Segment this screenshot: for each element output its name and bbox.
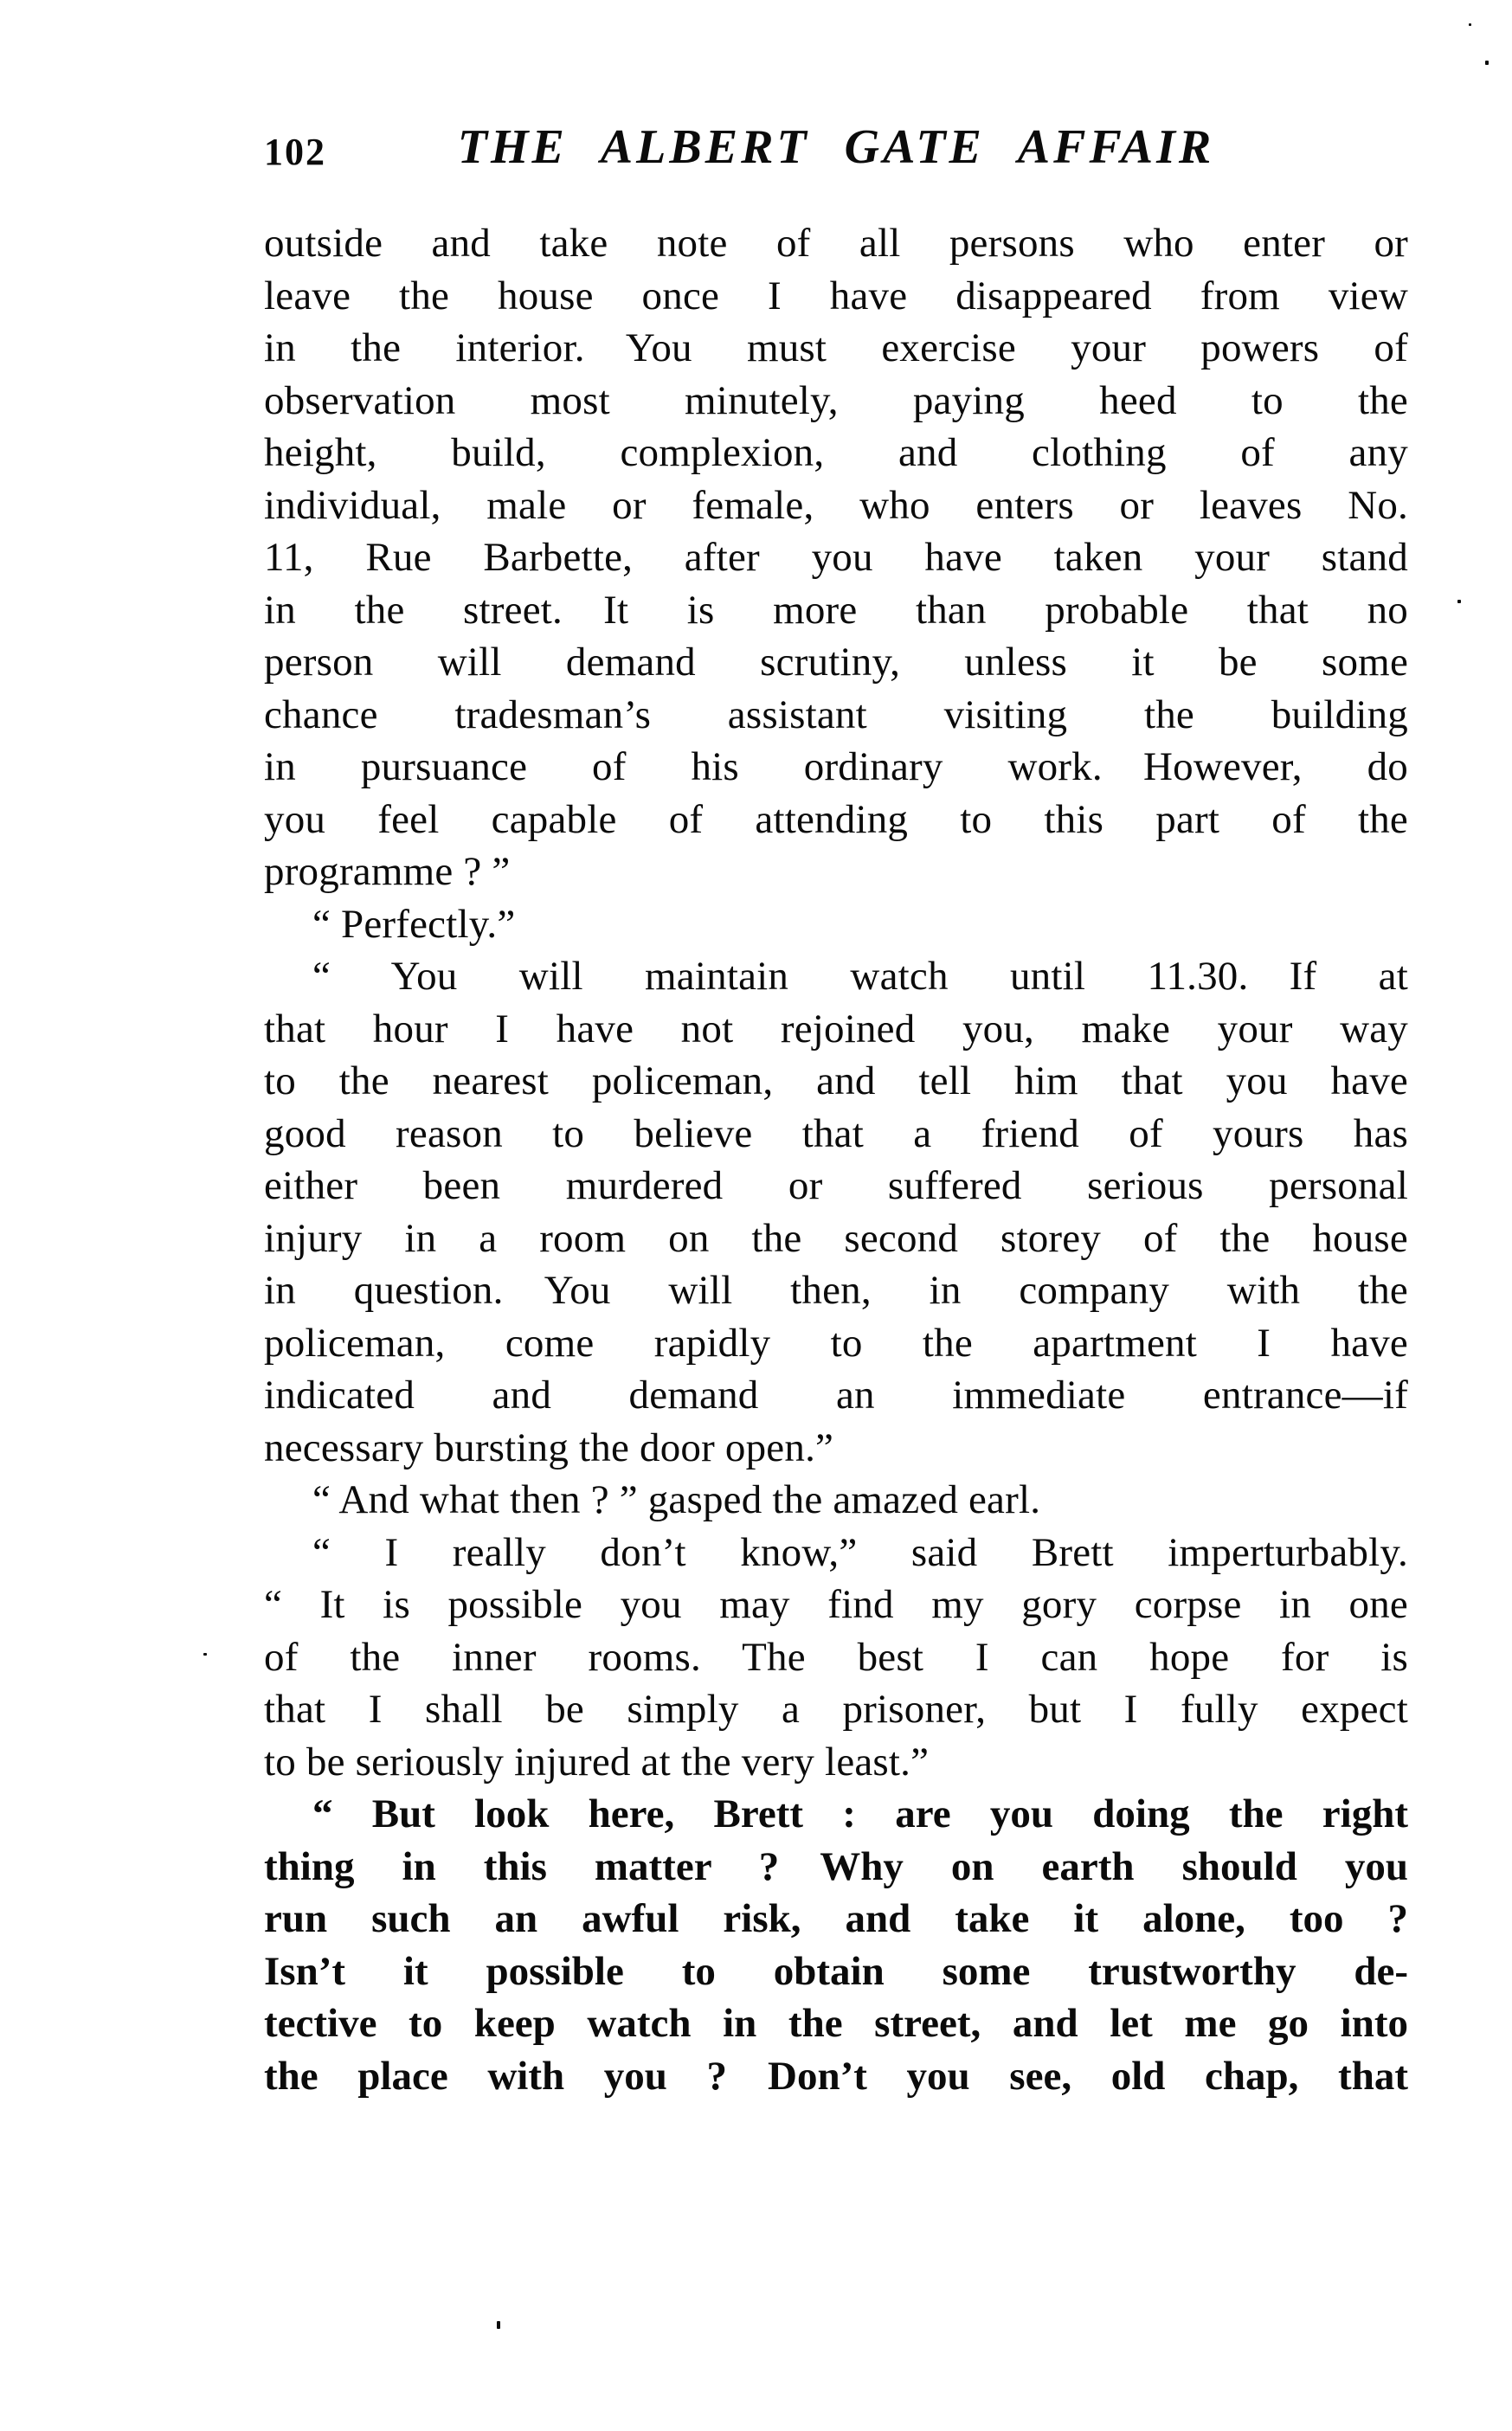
scan-speck xyxy=(203,1653,207,1656)
text-line: height, build, complexion, and clothing of any xyxy=(264,430,1408,475)
text-block xyxy=(264,217,1408,2102)
text-line: in pursuance of his ordinary work. However, do xyxy=(264,744,1408,789)
scan-speck xyxy=(1469,23,1471,26)
text-line: run such an awful risk, and take it alone, too ? xyxy=(264,1896,1408,1941)
text-line: Isn’t it possible to obtain some trustworthy de- xyxy=(264,1948,1408,1994)
text-line: of the inner rooms. The best I can hope for is xyxy=(264,1634,1408,1680)
text-line: programme ? ” xyxy=(264,849,511,894)
text-line: observation most minutely, paying heed to the xyxy=(264,377,1408,423)
text-line: that I shall be simply a prisoner, but I fully expect xyxy=(264,1687,1408,1732)
text-line: “ It is possible you may find my gory corpse in one xyxy=(264,1582,1408,1627)
text-line: the place with you ? Don’t you see, old chap, that xyxy=(264,2053,1408,2099)
text-line: “ Perfectly.” xyxy=(312,901,516,947)
text-line: 11, Rue Barbette, after you have taken your stand xyxy=(264,535,1408,580)
text-line: in the interior. You must exercise your powers of xyxy=(264,325,1408,370)
running-title: THE ALBERT GATE AFFAIR xyxy=(457,120,1215,174)
scan-speck xyxy=(1485,61,1489,65)
text-line: “ But look here, Brett : are you doing the right xyxy=(312,1791,1408,1836)
text-line: leave the house once I have disappeared from view xyxy=(264,273,1408,318)
text-line: injury in a room on the second storey of the house xyxy=(264,1215,1408,1261)
running-header xyxy=(264,119,1408,180)
text-line: thing in this matter ? Why on earth should you xyxy=(264,1843,1408,1889)
text-line: that hour I have not rejoined you, make your way xyxy=(264,1006,1408,1052)
text-line: to the nearest policeman, and tell him that you have xyxy=(264,1058,1408,1103)
text-line: good reason to believe that a friend of yours has xyxy=(264,1110,1408,1156)
text-line: tective to keep watch in the street, and let me go into xyxy=(264,2001,1408,2046)
text-line: outside and take note of all persons who enter or xyxy=(264,221,1408,266)
text-line: “ I really don’t know,” said Brett imperturbably. xyxy=(312,1529,1408,1575)
text-line: “ You will maintain watch until 11.30. If at xyxy=(312,954,1408,999)
scan-speck xyxy=(1457,600,1461,603)
page-number: 102 xyxy=(264,131,326,173)
text-line: to be seriously injured at the very least.” xyxy=(264,1739,930,1785)
text-line: in question. You will then, in company with the xyxy=(264,1268,1408,1313)
text-line: in the street. It is more than probable that no xyxy=(264,587,1408,633)
text-line: necessary bursting the door open.” xyxy=(264,1425,834,1470)
text-line: indicated and demand an immediate entrance—if xyxy=(264,1373,1408,1418)
text-line: you feel capable of attending to this part of the xyxy=(264,796,1408,842)
text-line: chance tradesman’s assistant visiting the building xyxy=(264,691,1408,737)
scan-speck xyxy=(497,2321,500,2329)
text-line: person will demand scrutiny, unless it be some xyxy=(264,640,1408,685)
text-line: either been murdered or suffered serious personal xyxy=(264,1163,1408,1208)
text-line: policeman, come rapidly to the apartment I have xyxy=(264,1320,1408,1366)
text-line: “ And what then ? ” gasped the amazed earl. xyxy=(312,1477,1041,1522)
text-line: individual, male or female, who enters or leaves No. xyxy=(264,482,1408,528)
